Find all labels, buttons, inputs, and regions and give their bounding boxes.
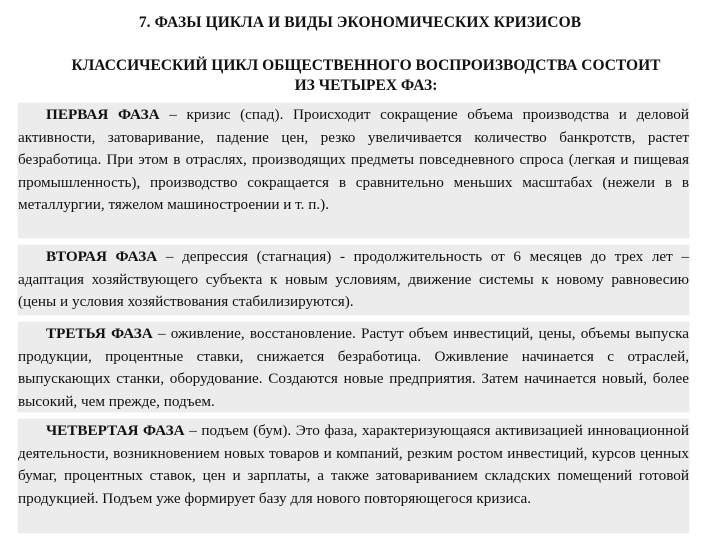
phase-3-text: – оживление, восстановление. Растут объем инвестиций, цены, объемы выпуска продукции, процентные ставки, снижается безработица. Оживление начинается с отраслей, выпускающих станки, оборудование. Создаются новые предприятия. Затем начинается новый, более высокий, чем прежде, подъем. bbox=[18, 325, 690, 410]
subtitle: КЛАССИЧЕСКИЙ ЦИКЛ ОБЩЕСТВЕННОГО ВОСПРОИЗВОДСТВА СОСТОИТ ИЗ ЧЕТЫРЕХ ФАЗ: bbox=[71, 57, 661, 94]
phase-4-paragraph bbox=[18, 419, 689, 510]
phase-1-text: – кризис (спад). Происходит сокращение объема производства и деловой активности, затоваривание, падение цен, резко увеличивается количество банкротств, растет безработица. При этом в отраслях, производящих предметы повседневного спроса (легкая и пищевая промышленность), производство сокращается в сравнительно меньших масштабах (нежели в в металлургии, тяжелом машиностроении и т. п.). bbox=[18, 106, 689, 214]
phase-2-paragraph bbox=[18, 245, 689, 314]
phase-4-lead: ЧЕТВЕРТАЯ ФАЗА bbox=[46, 422, 185, 439]
phase-3-lead: ТРЕТЬЯ ФАЗА bbox=[46, 325, 153, 342]
phase-4-text: – подъем (бум). Это фаза, характеризующаяся активизацией инновационной деятельности, возникновением новых товаров и компаний, резким ростом инвестиций, курсов ценных бумаг, процентных ставок, цен и зарплаты, а также затовариванием складских помещений готовой продукцией. Подъем уже формирует базу для нового повторяющегося кризиса. bbox=[18, 422, 689, 507]
phase-3-block bbox=[18, 322, 689, 412]
phase-2-lead: ВТОРАЯ ФАЗА bbox=[46, 248, 158, 265]
phase-1-block bbox=[18, 103, 689, 238]
phase-2-block bbox=[18, 245, 689, 315]
phase-1-paragraph bbox=[18, 103, 689, 217]
page-title: 7. ФАЗЫ ЦИКЛА И ВИДЫ ЭКОНОМИЧЕСКИХ КРИЗИСОВ bbox=[138, 14, 582, 31]
phase-3-paragraph bbox=[18, 322, 689, 413]
phase-1-lead: ПЕРВАЯ ФАЗА bbox=[46, 106, 160, 123]
phase-4-block bbox=[18, 419, 689, 533]
phase-2-text: – депрессия (стагнация) - продолжительность от 6 месяцев до трех лет – адаптация хозяйствующего субъекта к новым условиям, движение системы к новому равновесию (цены и условия хозяйствования стабилизируются). bbox=[18, 248, 690, 311]
